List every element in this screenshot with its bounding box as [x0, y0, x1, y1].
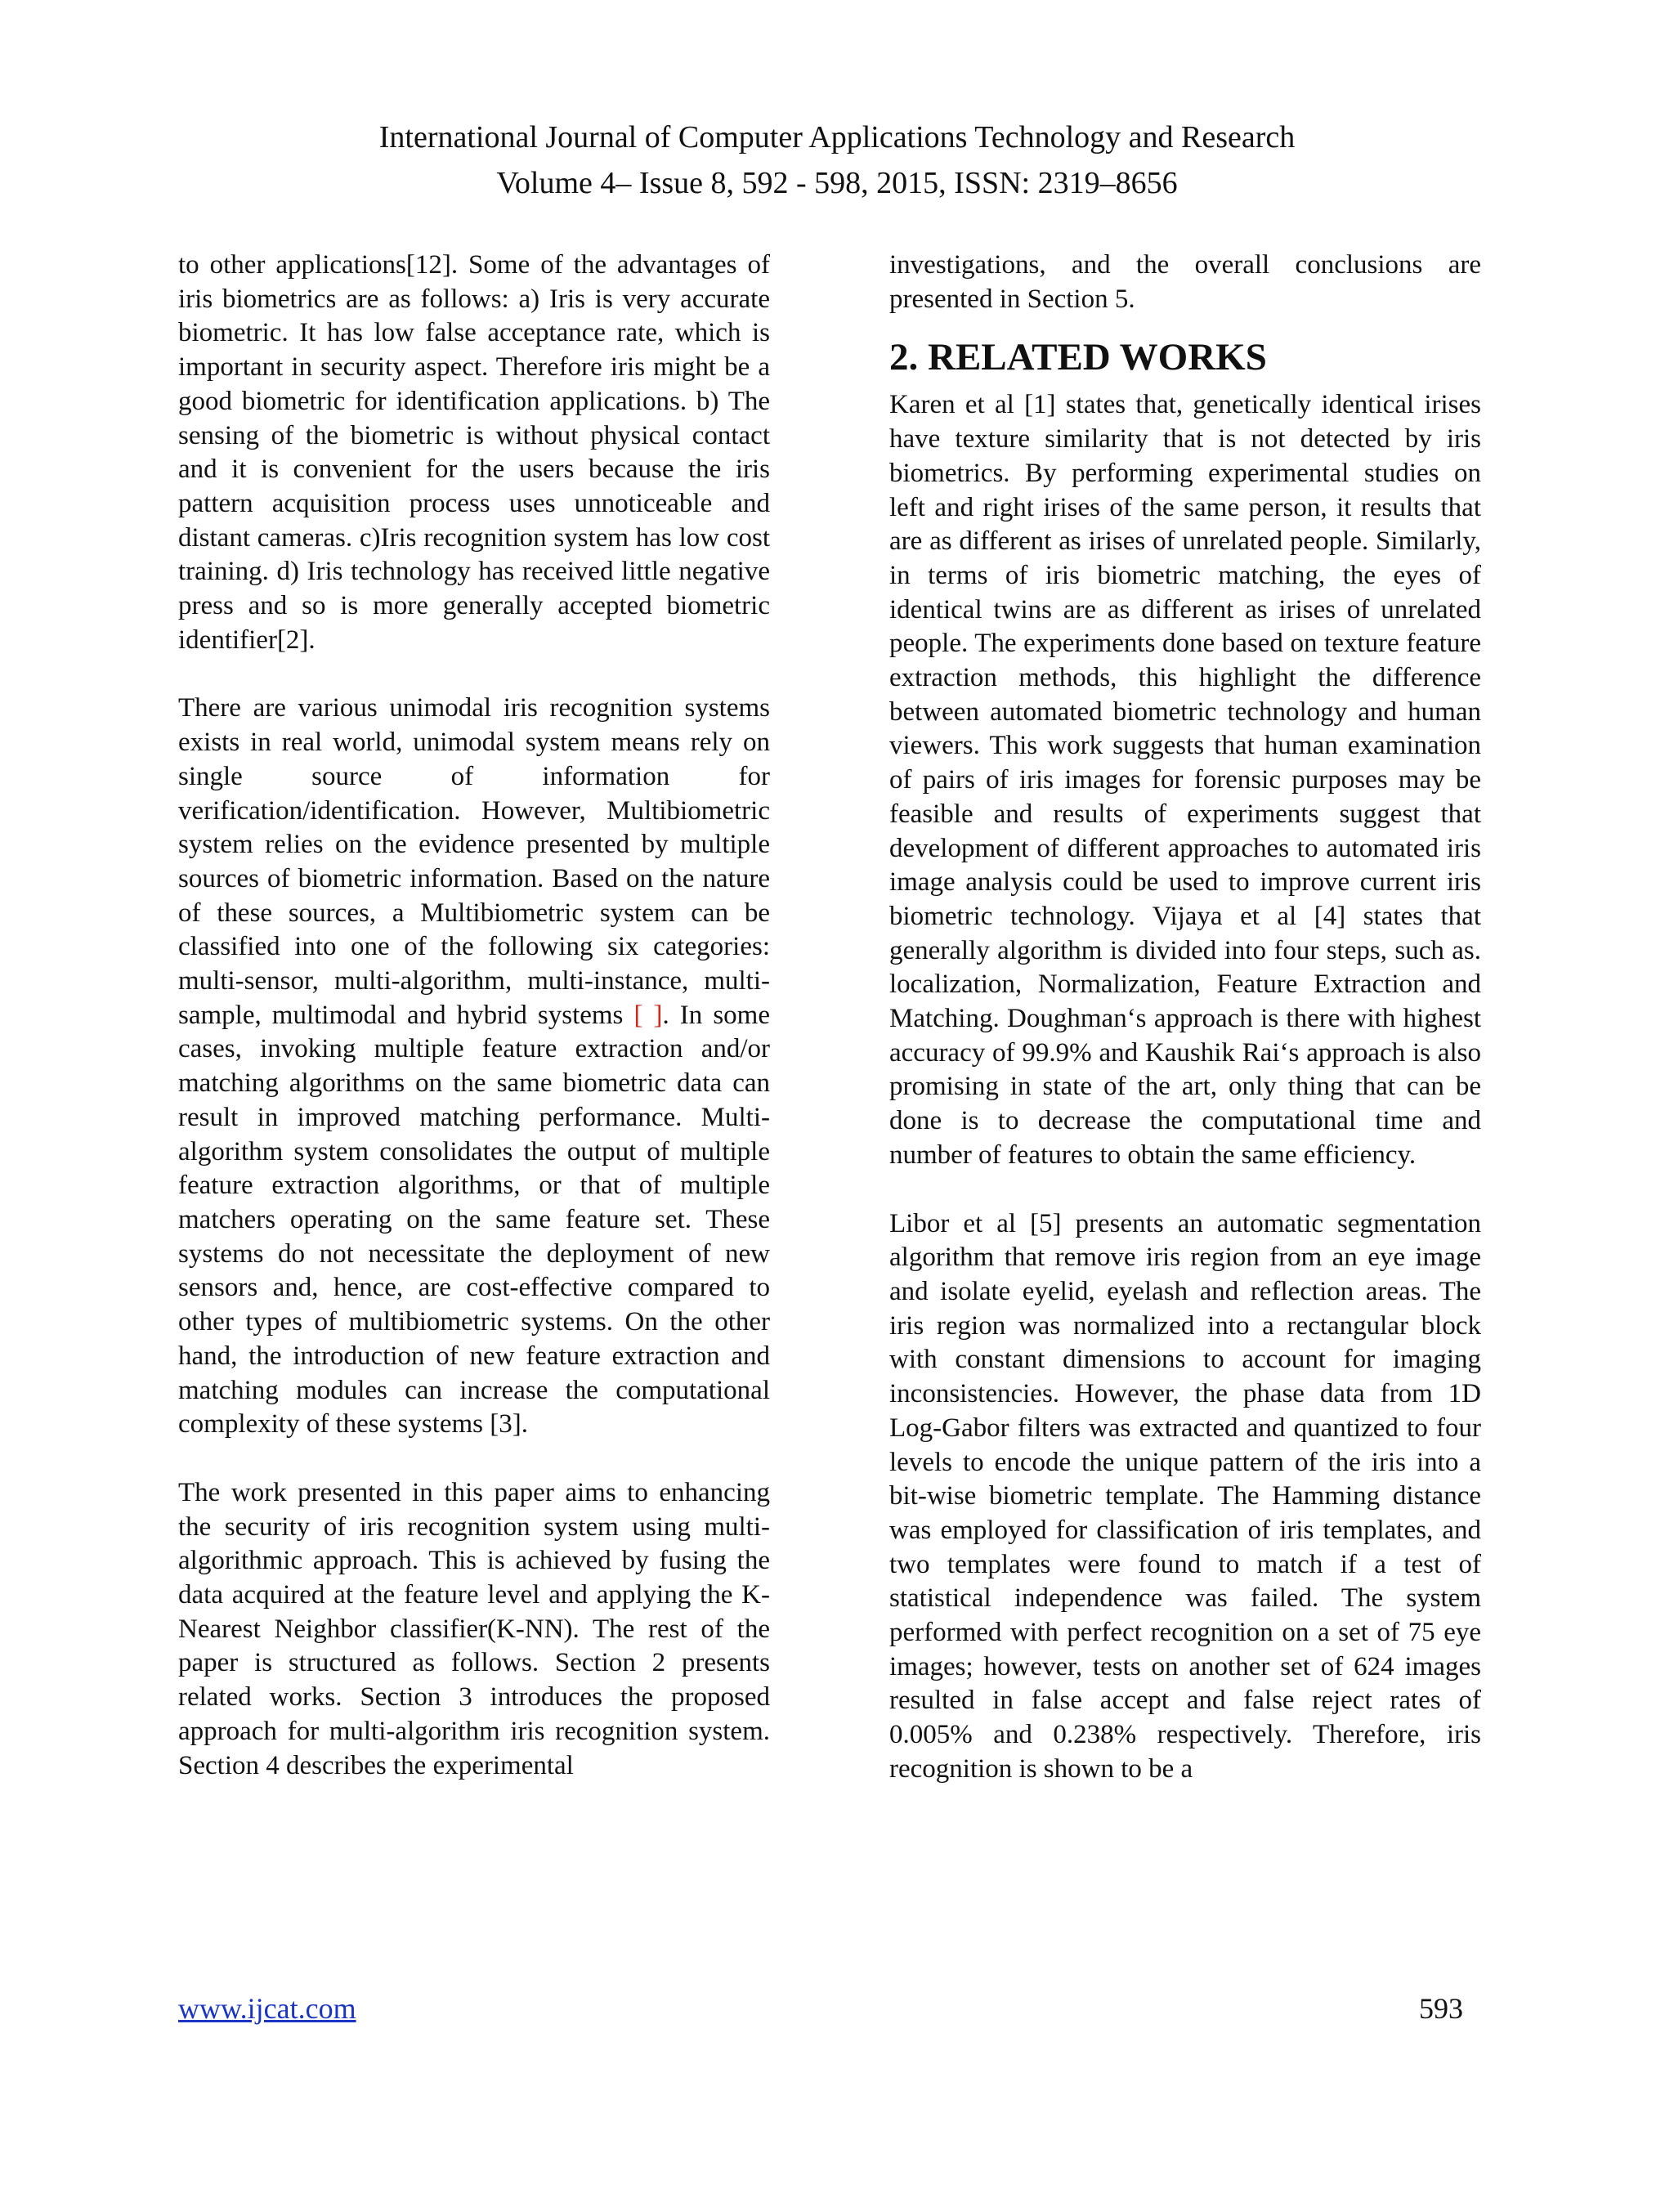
left-paragraph-1: to other applications[12]. Some of the advantages of iris biometrics are as follows: a) Iris is very accurate biometric. It has low false acceptance rate, which is important in security aspect. Therefore iris might be a good biometric for identification applications. b) The sensing of the biometric is without physical contact and it is convenient for the users because the iris pattern acquisition process uses unnoticeable and distant cameras. c)Iris recognition system has low cost training. d) Iris technology has received little negative press and so is more generally accepted biometric identifier[2].	[178, 250, 770, 655]
section-heading-related-works: 2. RELATED WORKS	[889, 336, 1267, 379]
left-column	[178, 249, 770, 1783]
left-paragraph-2-part-a: There are various unimodal iris recognition systems exists in real world, unimodal system means rely on single source of information for verification/identification. However, Multibiometric system relies on the evidence presented by multiple sources of biometric information. Based on the nature of these sources, a Multibiometric system can be classified into one of the following six categories: multi-sensor, multi-algorithm, multi-instance, multi-sample, multimodal and hybrid systems	[178, 693, 770, 1030]
right-column	[889, 249, 1481, 1787]
right-paragraph-3: Libor et al [5] presents an automatic segmentation algorithm that remove iris region from an eye image and isolate eyelid, eyelash and reflection areas. The iris region was normalized into a rectangular block with constant dimensions to account for imaging inconsistencies. However, the phase data from 1D Log-Gabor filters was extracted and quantized to four levels to encode the unique pattern of the iris into a bit-wise biometric template. The Hamming distance was employed for classification of iris templates, and two templates were found to match if a test of statistical independence was failed. The system performed with perfect recognition on a set of 75 eye images; however, tests on another set of 624 images resulted in false accept and false reject rates of 0.005% and 0.238% respectively. Therefore, iris recognition is shown to be a	[889, 1208, 1481, 1784]
right-paragraph-1: investigations, and the overall conclusions are presented in Section 5.	[889, 250, 1481, 314]
website-link[interactable]: www.ijcat.com	[178, 1992, 356, 2025]
page-number: 593	[1419, 1992, 1463, 2025]
left-paragraph-2-part-b: . In some cases, invoking multiple feature extraction and/or matching algorithms on the same biometric data can result in improved matching performance. Multi-algorithm system consolidates the output of multiple feature extraction algorithms, or that of multiple matchers operating on the same feature set. These systems do not necessitate the deployment of new sensors and, hence, are cost-effective compared to other types of multibiometric systems. On the other hand, the introduction of new feature extraction and matching modules can increase the computational complexity of these systems [3].	[178, 1000, 770, 1440]
left-paragraph-2	[178, 692, 770, 1441]
left-paragraph-3: The work presented in this paper aims to enhancing the security of iris recognition system using multi-algorithmic approach. This is achieved by fusing the data acquired at the feature level and applying the K-Nearest Neighbor classifier(K-NN). The rest of the paper is structured as follows. Section 2 presents related works. Section 3 introduces the proposed approach for multi-algorithm iris recognition system. Section 4 describes the experimental	[178, 1477, 770, 1780]
missing-reference: [ ]	[633, 1000, 663, 1030]
journal-header	[0, 114, 1674, 206]
journal-title: International Journal of Computer Applications Technology and Research	[378, 120, 1296, 154]
journal-issue: Volume 4– Issue 8, 592 - 598, 2015, ISSN: 2319–8656	[496, 166, 1178, 200]
right-paragraph-2: Karen et al [1] states that, genetically identical irises have texture similarity that is not detected by iris biometrics. By performing experimental studies on left and right irises of the same person, it results that are as different as irises of unrelated people. Similarly, in terms of iris biometric matching, the eyes of identical twins are as different as irises of unrelated people. The experiments done based on texture feature extraction methods, this highlight the difference between automated biometric technology and human viewers. This work suggests that human examination of pairs of iris images for forensic purposes may be feasible and results of experiments suggest that development of different approaches to automated iris image analysis could be used to improve current iris biometric technology. Vijaya et al [4] states that generally algorithm is divided into four steps, such as. localization, Normalization, Feature Extraction and Matching. Doughman‘s approach is there with highest accuracy of 99.9% and Kaushik Rai‘s approach is also promising in state of the art, only thing that can be done is to decrease the computational time and number of features to obtain the same efficiency.	[889, 390, 1481, 1170]
